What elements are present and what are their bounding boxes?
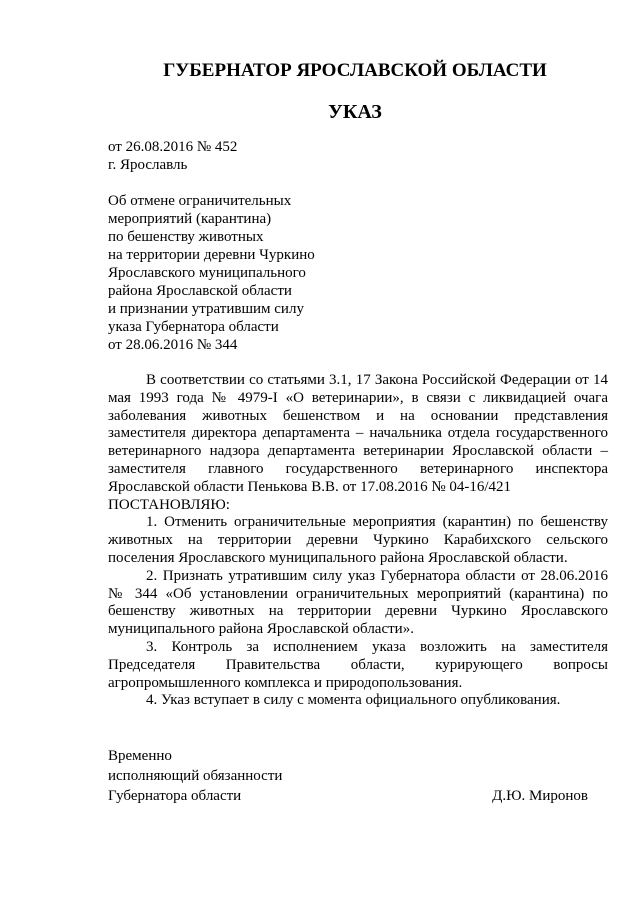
issuing-authority-heading: ГУБЕРНАТОР ЯРОСЛАВСКОЙ ОБЛАСТИ: [163, 60, 547, 81]
subject-line: Ярославского муниципального: [108, 265, 306, 281]
decree-word: ПОСТАНОВЛЯЮ:: [108, 496, 230, 513]
subject-line: по бешенству животных: [108, 229, 264, 245]
subject-line: на территории деревни Чуркино: [108, 247, 315, 263]
preamble-paragraph: В соответствии со статьями 3.1, 17 Закона Российской Федерации от 14 мая 1993 года № 4979-I «О ветеринарии», в связи с ликвидацией очага заболевания животных бешенством и на основании представления заместителя директора департамента – начальника отдела государственного ветеринарного надзора департамента ветеринарии Ярославской области – заместителя главного государственного ветеринарного инспектора Ярославской области Пенькова В.В. от 17.08.2016 № 04-16/421: [108, 372, 608, 495]
document-meta: [108, 138, 237, 174]
subject-line: Об отмене ограничительных: [108, 193, 292, 209]
subject-line: района Ярославской области: [108, 283, 292, 299]
signer-position-line: Временно: [108, 748, 172, 764]
signer-position-line: исполняющий обязанности: [108, 768, 283, 784]
subject-line: указа Губернатора области: [108, 319, 279, 335]
decree-item: 4. Указ вступает в силу с момента официального опубликования.: [146, 692, 561, 709]
subject-line: и признании утратившим силу: [108, 301, 304, 317]
decree-item: 3. Контроль за исполнением указа возложить на заместителя Председателя Правительства области, курирующего вопросы агропромышленного комплекса и природопользования.: [108, 638, 608, 691]
signer-position-line: Губернатора области: [108, 788, 242, 804]
decree-item: 2. Признать утратившим силу указ Губернатора области от 28.06.2016 № 344 «Об установлении ограничительных мероприятий (карантина) по бешенству животных на территории деревни Чуркино Ярославского муниципального района Ярославской области».: [108, 567, 608, 638]
city: г. Ярославль: [108, 157, 188, 173]
signature-block: [108, 746, 588, 806]
document-type-heading: УКАЗ: [328, 101, 382, 123]
date-number: от 26.08.2016 № 452: [108, 139, 238, 155]
decree-item: 1. Отменить ограничительные мероприятия (карантин) по бешенству животных на территории деревни Чуркино Карабихского сельского поселения Ярославского муниципального района Ярославской области.: [108, 514, 608, 566]
document-subject: [108, 192, 315, 354]
subject-line: мероприятий (карантина): [108, 211, 272, 227]
subject-line: от 28.06.2016 № 344: [108, 337, 238, 353]
document-body: [108, 372, 608, 710]
signer-name: Д.Ю. Миронов: [492, 788, 588, 804]
